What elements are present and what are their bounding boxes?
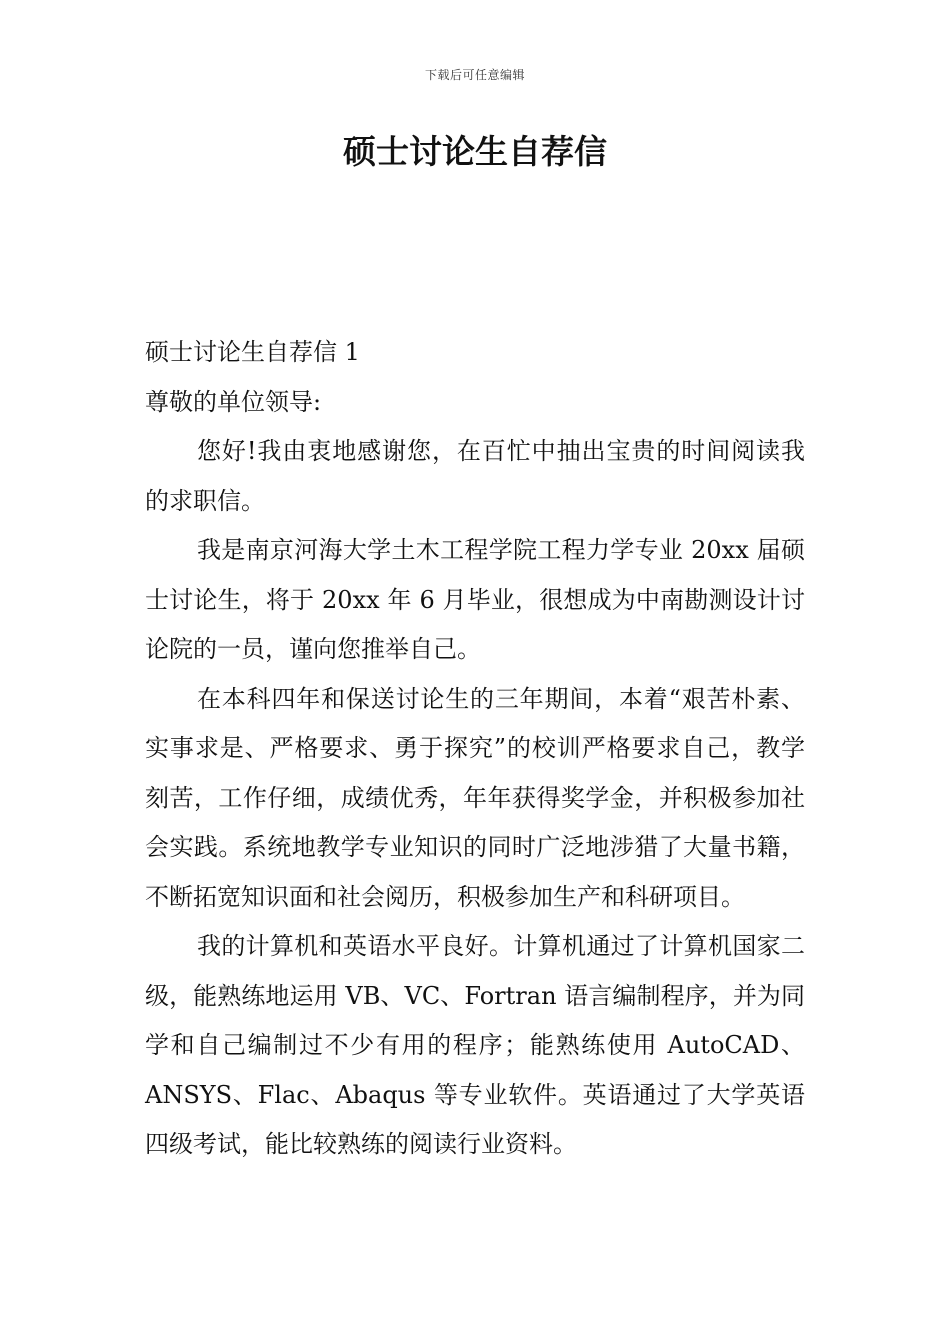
page-title: 硕士讨论生自荐信 <box>343 132 607 171</box>
salutation: 尊敬的单位领导: <box>145 387 322 416</box>
section-heading: 硕士讨论生自荐信 1 <box>145 338 360 366</box>
paragraph-introduction: 我是南京河海大学土木工程学院工程力学专业 20xx 届硕士讨论生，将于 20xx 年 6 月毕业，很想成为中南勘测设计讨论院的一员，谨向您推举自己。 <box>145 536 805 663</box>
paragraph-skills: 我的计算机和英语水平良好。计算机通过了计算机国家二级，能熟练地运用 VB、VC、Fortran 语言编制程序，并为同学和自己编制过不少有用的程序；能熟练使用 AutoCAD、ANSYS、Flac、Abaqus 等专业软件。英语通过了大学英语四级考试，能比较熟练的阅读行业资料。 <box>145 932 805 1158</box>
letter-body <box>145 328 805 1170</box>
paragraph-study-experience: 在本科四年和保送讨论生的三年期间，本着“艰苦朴素、实事求是、严格要求、勇于探究”的校训严格要求自己，教学刻苦，工作仔细，成绩优秀，年年获得奖学金，并积极参加社会实践。系统地教学专业知识的同时广泛地涉猎了大量书籍，不断拓宽知识面和社会阅历，积极参加生产和科研项目。 <box>145 684 805 911</box>
header-note: 下载后可任意编辑 <box>424 68 525 82</box>
paragraph-greeting: 您好!我由衷地感谢您，在百忙中抽出宝贵的时间阅读我的求职信。 <box>145 437 805 515</box>
